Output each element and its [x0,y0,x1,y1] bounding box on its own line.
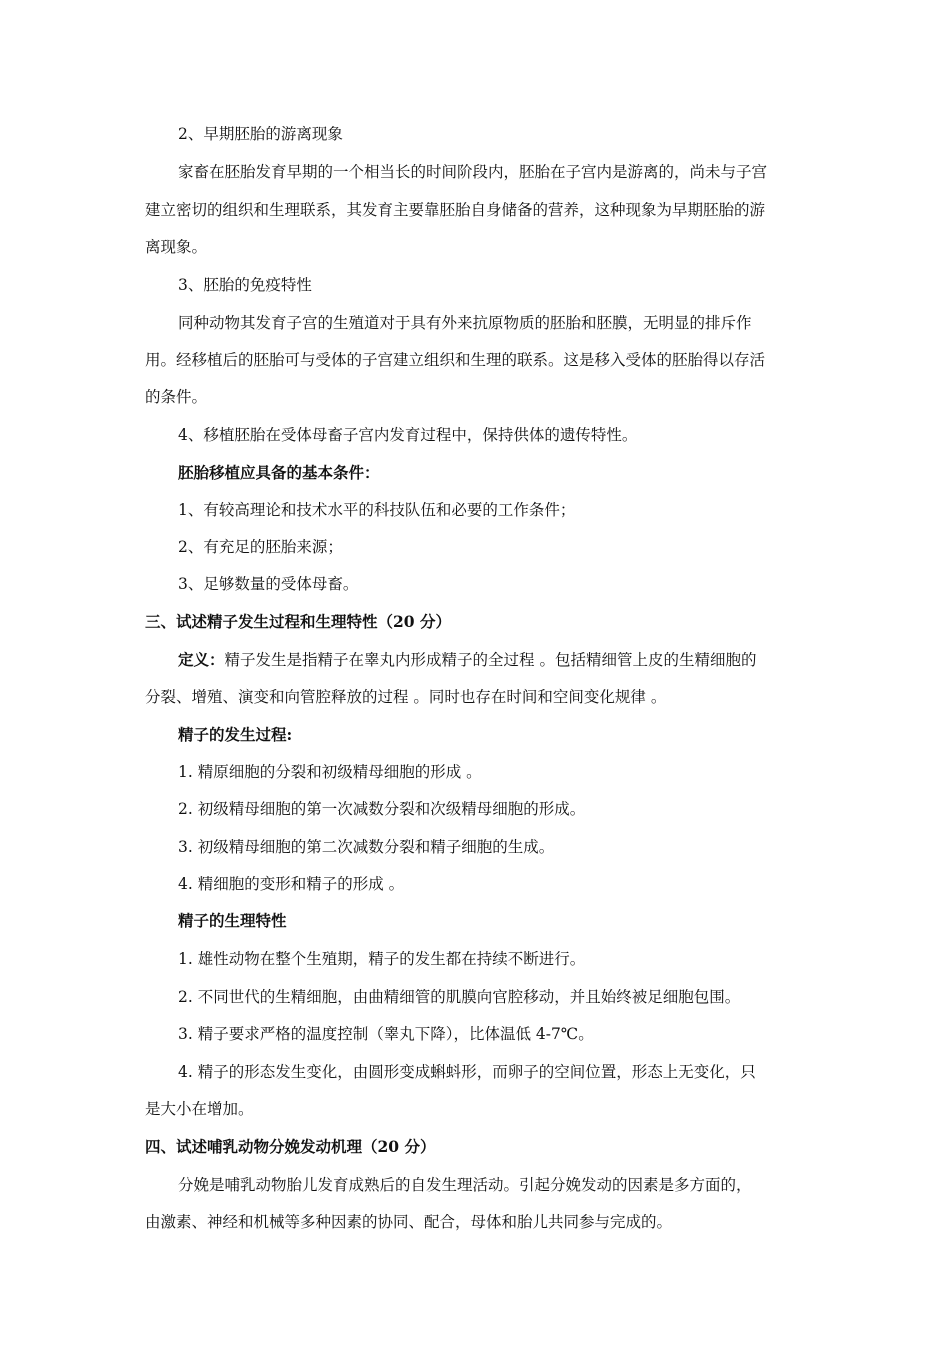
traits-heading: 精子的生理特性 [178,911,287,930]
list-item: 1、有较高理论和技术水平的科技队伍和必要的工作条件； [178,501,576,519]
paragraph-line: 是大小在增加。 [145,1100,254,1118]
list-item: 3. 精子要求严格的温度控制（睾丸下降），比体温低 4-7℃。 [178,1025,594,1043]
definition-label: 定义： [178,650,225,669]
list-item: 2、有充足的胚胎来源； [178,538,343,556]
list-item: 1. 雄性动物在整个生殖期，精子的发生都在持续不断进行。 [178,950,586,968]
paragraph-line: 的条件。 [145,388,208,406]
list-item: 4. 精子的形态发生变化，由圆形变成蝌蚪形，而卵子的空间位置，形态上无变化，只 [178,1063,756,1081]
question-heading-3: 三、试述精子发生过程和生理特性（20 分） [145,612,451,631]
paragraph-line: 分娩是哺乳动物胎儿发育成熟后的自发生理活动。引起分娩发动的因素是多方面的， [178,1176,752,1194]
list-item: 4. 精细胞的变形和精子的形成 。 [178,875,405,893]
list-item: 1. 精原细胞的分裂和初级精母细胞的形成 。 [178,763,482,781]
process-heading: 精子的发生过程: [178,725,293,744]
subheading-heredity: 4、移植胚胎在受体母畜子宫内发育过程中，保持供体的遗传特性。 [178,426,638,444]
paragraph-line: 同种动物其发育子宫的生殖道对于具有外来抗原物质的胚胎和胚膜，无明显的排斥作 [178,314,752,332]
list-item: 3. 初级精母细胞的第二次减数分裂和精子细胞的生成。 [178,838,555,856]
paragraph-line: 分裂、增殖、演变和向管腔释放的过程 。同时也存在时间和空间变化规律 。 [145,688,667,706]
paragraph-line: 由激素、神经和机械等多种因素的协同、配合，母体和胎儿共同参与完成的。 [145,1213,673,1231]
paragraph-line: 用。经移植后的胚胎可与受体的子宫建立组织和生理的联系。这是移入受体的胚胎得以存活 [145,351,766,369]
subheading-early-embryo: 2、早期胚胎的游离现象 [178,125,343,143]
paragraph-line: 建立密切的组织和生理联系，其发育主要靠胚胎自身储备的营养，这种现象为早期胚胎的游 [145,201,766,219]
definition-text: 精子发生是指精子在睾丸内形成精子的全过程 。包括精细管上皮的生精细胞的 [224,651,757,669]
paragraph-line: 家畜在胚胎发育早期的一个相当长的时间阶段内，胚胎在子宫内是游离的，尚未与子宫 [178,163,768,181]
paragraph-line: 离现象。 [145,238,208,256]
conditions-heading: 胚胎移植应具备的基本条件： [178,463,380,482]
list-item: 2. 不同世代的生精细胞，由曲精细管的肌膜向官腔移动，并且始终被足细胞包围。 [178,988,741,1006]
question-heading-4: 四、试述哺乳动物分娩发动机理（20 分） [145,1137,436,1156]
list-item: 2. 初级精母细胞的第一次减数分裂和次级精母细胞的形成。 [178,800,586,818]
definition-line [178,650,756,670]
subheading-immune: 3、胚胎的免疫特性 [178,276,312,294]
list-item: 3、足够数量的受体母畜。 [178,575,359,593]
